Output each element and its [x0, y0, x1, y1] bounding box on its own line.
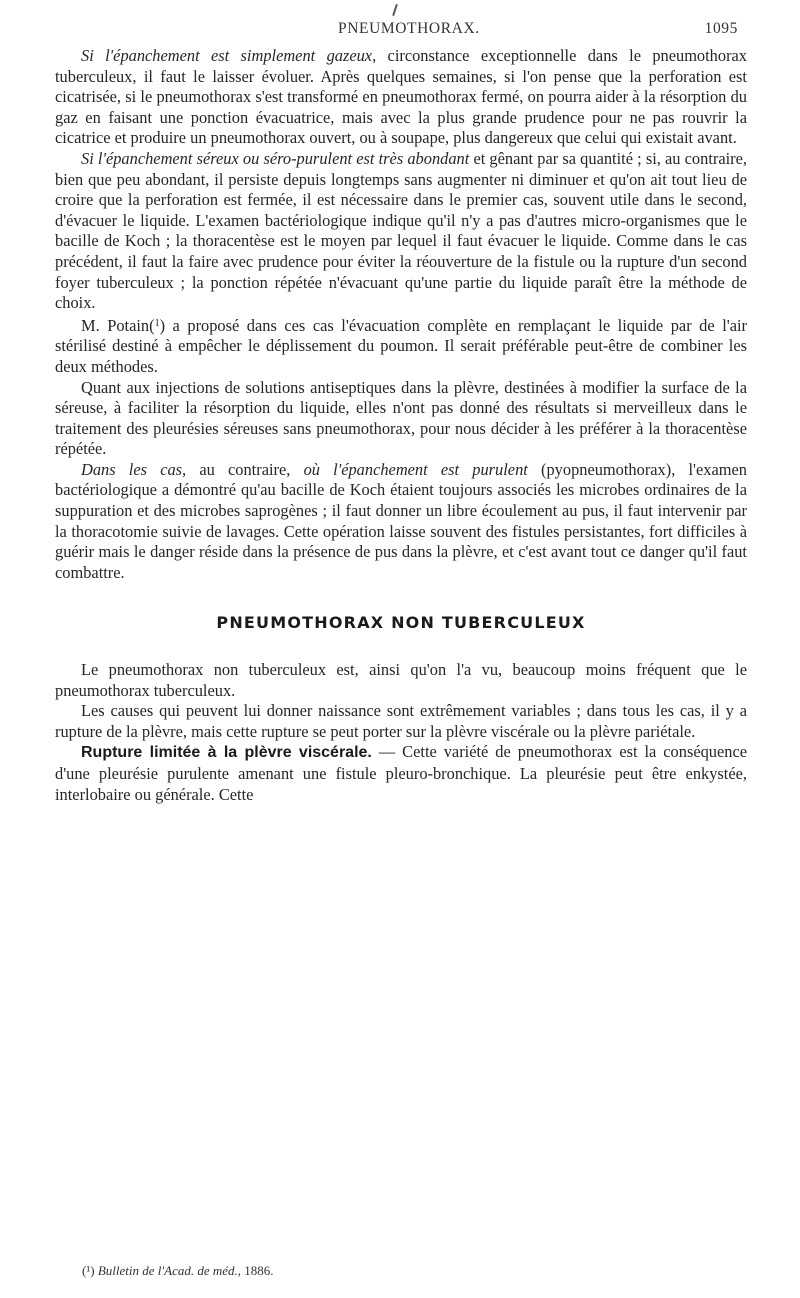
paragraph-potain — [55, 314, 747, 378]
paragraph-text: ) a proposé dans ces cas l'évacuation complète en remplaçant le liquide par de l'air stérilisé destiné à empêcher le déplissement du poumon. Il serait préférable peut-être de combiner les deux méthodes. — [55, 315, 747, 376]
footnote-text: , 1886. — [237, 1263, 274, 1278]
footnote-marker: (¹) — [82, 1263, 98, 1278]
paragraph-lead-italic: Si l'épanchement séreux ou séro-purulent est très abondant — [81, 148, 470, 168]
paragraph-text: Quant aux injections de solutions antiseptiques dans la plèvre, destinées à modifier la surface de la séreuse, à faciliter la résorption du liquide, elles n'ont pas donné des résultats si merveilleux dans le traitement des pleurésies séreuses sans pneumothorax, pour nous décider à les préférer à la thoracentèse répétée. — [55, 377, 747, 459]
paragraph-gazeux — [55, 46, 747, 149]
paragraph-text: Les causes qui peuvent lui donner naissance sont extrêmement variables ; dans tous les cas, il y a rupture de la plèvre, mais cette rupture se peut porter sur la plèvre viscérale ou la plèvre pariétale. — [55, 701, 747, 741]
paragraph-text: , circonstance exceptionnelle dans le pneumothorax tuberculeux, il faut le laisser évoluer. Après quelques semaines, si l'on pense que la perforation est cicatrisée, si le pneumothorax s'est transformé en pneumothorax fermé, on pourra aider à la résorption du gaz en faisant une ponction évacuatrice, mais avec la plus grande prudence pour ne pas rouvrir la cicatrice et produire un pneumothorax ouvert, ou à soupape, plus dangereux que celui qui existait avant. — [55, 46, 748, 148]
running-head — [338, 20, 738, 42]
paragraph-text: et gênant par sa quantité ; si, au contraire, bien que peu abondant, il persiste depuis longtemps sans augmenter ni diminuer et qu'on ait tout lieu de croire que la perforation est fermée, il est nécessaire dans le premier cas, souvent utile dans le second, d'évacuer le liquide. L'examen bactériologique indique qu'il n'y a pas d'autres micro-organismes que le bacille de Koch ; la thoracentèse est le moyen par lequel il faut évacuer le liquide. Comme dans le cas précédent, il faut la faire avec prudence pour éviter la réouverture de la fistule ou la rupture d'un second foyer tuberculeux ; la ponction répétée n'évacuant qu'une partie du liquide paraît être la méthode de choix. — [55, 148, 747, 313]
running-head-title: PNEUMOTHORAX. — [338, 20, 480, 37]
paragraph-lead-italic: Si l'épanchement est simplement gazeux — [81, 46, 373, 65]
section-title: PNEUMOTHORAX NON TUBERCULEUX — [216, 613, 586, 633]
scan-mark — [392, 4, 398, 16]
page-number: 1095 — [704, 20, 738, 37]
subsection-heading: Rupture limitée à la plèvre viscérale. — [81, 744, 372, 762]
paragraph-sereux — [55, 149, 747, 314]
footnote-source: Bulletin de l'Acad. de méd. — [97, 1263, 238, 1278]
paragraph-text: (pyopneumothorax), l'examen bactériologique a démontré qu'au bacille de Koch étaient toujours associés les microbes ordinaires de la suppuration et des microbes saprogènes ; il faut donner un libre écoulement au pus, il faut intervenir par la thoracotomie suivie de lavages. Cette opération laisse souvent des fistules persistantes, fort difficiles à guérir mais le danger réside dans la présence de pus dans la plèvre, et c'est avant tout ce danger qu'il faut combattre. — [55, 459, 747, 582]
paragraph-lead-italic: Dans les cas, — [81, 459, 187, 479]
paragraph-text: au contraire, — [186, 459, 304, 479]
paragraph-purulent — [55, 460, 747, 584]
paragraph-injections — [55, 378, 747, 460]
paragraph-non-tuberculeux — [55, 660, 747, 701]
paragraph-causes — [55, 701, 747, 742]
paragraph-rupture — [55, 742, 747, 805]
paragraph-italic: où l'épanchement est purulent — [303, 459, 528, 479]
footnote-ref: 1 — [154, 317, 160, 329]
paragraph-text: M. Potain( — [81, 315, 155, 335]
paragraph-text: Le pneumothorax non tuberculeux est, ainsi qu'on l'a vu, beaucoup moins fréquent que le pneumothorax tuberculeux. — [55, 660, 747, 700]
footnote — [82, 1263, 742, 1279]
paragraph-text: — Cette variété de pneumothorax est la conséquence d'une pleurésie purulente amenant une fistule pleuro-bronchique. La pleurésie peut être enkystée, interlobaire ou générale. Cette — [55, 742, 748, 804]
body-text — [55, 46, 747, 805]
